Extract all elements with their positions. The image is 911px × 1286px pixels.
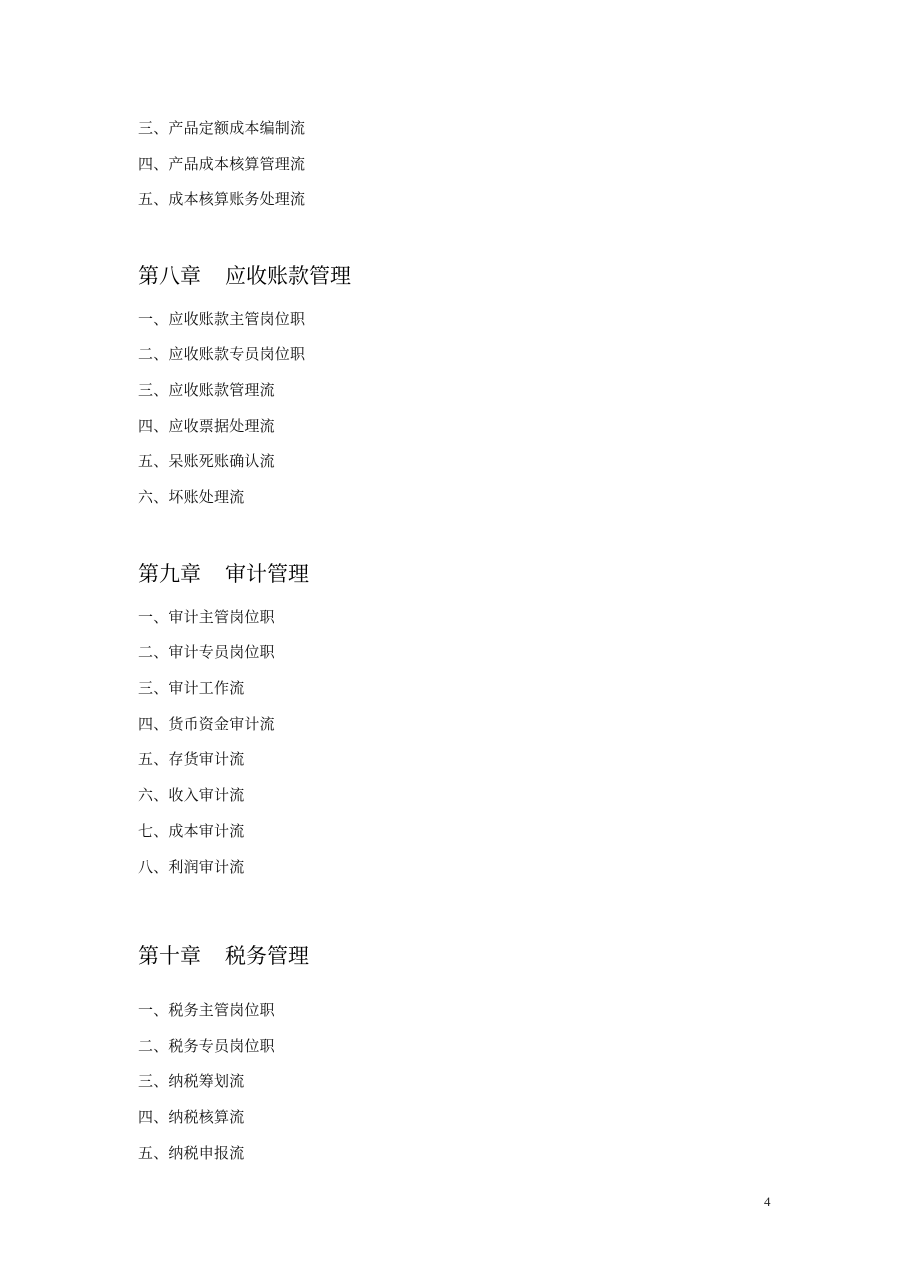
page-number: 4 (764, 1194, 771, 1209)
list-item: 六、坏账处理流 (138, 488, 245, 506)
list-item: 四、产品成本核算管理流 (138, 155, 306, 173)
list-item: 五、呆账死账确认流 (138, 452, 275, 470)
list-item: 一、应收账款主管岗位职 (138, 310, 306, 328)
chapter-heading (138, 560, 309, 588)
list-item: 三、纳税筹划流 (138, 1072, 245, 1090)
chapter-title: 税务管理 (225, 944, 309, 968)
chapter-title: 应收账款管理 (225, 264, 351, 288)
list-item: 二、审计专员岗位职 (138, 643, 275, 661)
list-item: 一、审计主管岗位职 (138, 608, 275, 626)
list-item: 七、成本审计流 (138, 822, 245, 840)
list-item: 二、应收账款专员岗位职 (138, 345, 306, 363)
list-item: 一、税务主管岗位职 (138, 1001, 275, 1019)
list-item: 三、审计工作流 (138, 679, 245, 697)
chapter-number: 第十章 (138, 944, 201, 968)
chapter-number: 第八章 (138, 264, 201, 288)
list-item: 四、应收票据处理流 (138, 417, 275, 435)
list-item: 二、税务专员岗位职 (138, 1037, 275, 1055)
list-item: 五、成本核算账务处理流 (138, 190, 306, 208)
list-item: 三、应收账款管理流 (138, 381, 275, 399)
list-item: 四、货币资金审计流 (138, 715, 275, 733)
list-item: 六、收入审计流 (138, 786, 245, 804)
list-item: 五、存货审计流 (138, 750, 245, 768)
list-item: 四、纳税核算流 (138, 1108, 245, 1126)
chapter-number: 第九章 (138, 562, 201, 586)
list-item: 三、产品定额成本编制流 (138, 119, 306, 137)
chapter-title: 审计管理 (225, 562, 309, 586)
chapter-heading (138, 262, 351, 290)
list-item: 五、纳税申报流 (138, 1144, 245, 1162)
chapter-heading (138, 942, 309, 970)
list-item: 八、利润审计流 (138, 858, 245, 876)
